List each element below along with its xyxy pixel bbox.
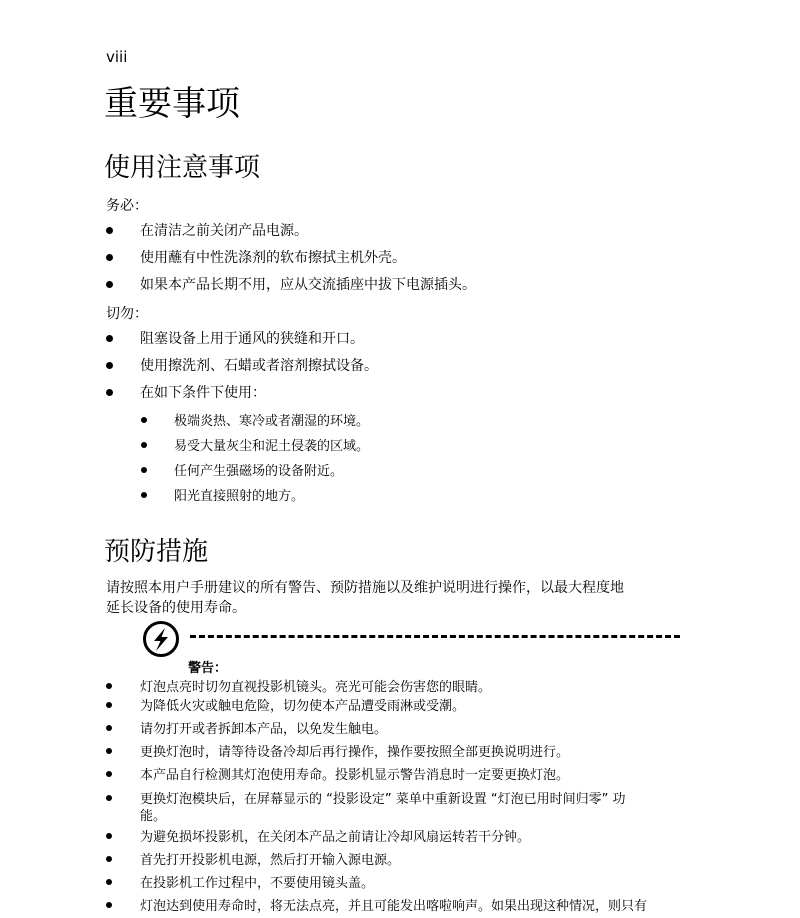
warning-label: 警告： [188,661,228,676]
bullet-icon [106,771,112,777]
bullet-icon [106,702,112,708]
bullet-icon [141,442,147,448]
lightning-warning-icon [142,620,180,658]
bullet-icon [106,856,112,862]
page-title: 重要事项 [104,84,240,124]
bullet-icon [106,725,112,731]
bullet-icon [106,879,112,885]
bullet-icon [106,254,113,261]
must-label: 务必： [106,198,148,214]
warning-divider [190,635,680,638]
page-number: viii [106,48,128,66]
bullet-icon [141,467,147,473]
bullet-icon [106,227,113,234]
bullet-icon [141,492,147,498]
bullet-icon [106,748,112,754]
bullet-icon [106,281,113,288]
precautions-intro: 请按照本用户手册建议的所有警告、预防措施以及维护说明进行操作，以最大程度地 延长设备的使用寿命。 [106,580,624,616]
bullet-icon [106,362,113,369]
precautions-heading: 预防措施 [104,537,209,567]
bullet-icon [106,902,112,908]
bullet-icon [106,833,112,839]
bullet-icon [141,417,147,423]
bullet-icon [106,795,112,801]
bullet-icon [106,335,113,342]
bullet-icon [106,683,112,689]
never-label: 切勿： [106,306,148,322]
usage-heading: 使用注意事项 [104,153,261,183]
bullet-icon [106,389,113,396]
